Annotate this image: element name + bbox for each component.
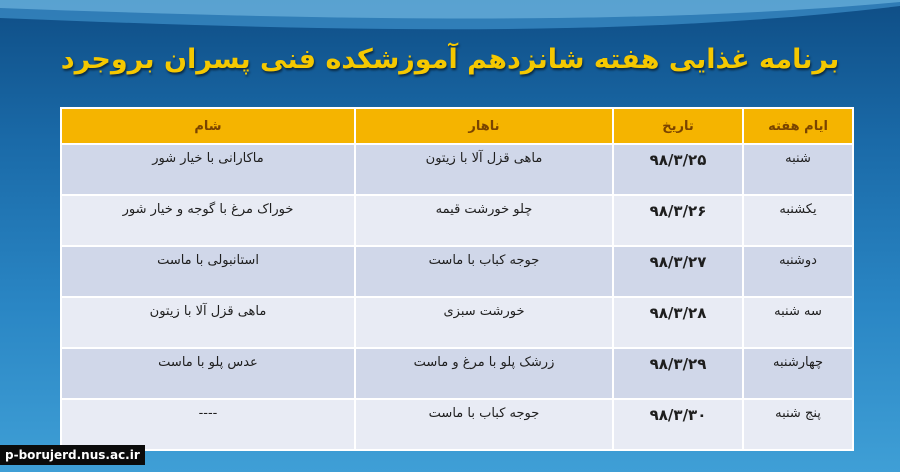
cell-weekday: سه شنبه [743, 297, 853, 348]
cell-dinner: ---- [61, 399, 355, 450]
weekly-menu-table [60, 107, 854, 451]
header-weekday: ایام هفته [743, 108, 853, 144]
cell-date: ۹۸/۳/۲۷ [613, 246, 743, 297]
header-date: تاریخ [613, 108, 743, 144]
table-row [61, 348, 853, 399]
cell-dinner: ماکارانی با خیار شور [61, 144, 355, 195]
cell-dinner: استانبولی با ماست [61, 246, 355, 297]
cell-date: ۹۸/۳/۲۵ [613, 144, 743, 195]
header-lunch: ناهار [355, 108, 613, 144]
header-dinner: شام [61, 108, 355, 144]
cell-lunch: زرشک پلو با مرغ و ماست [355, 348, 613, 399]
table-row [61, 144, 853, 195]
cell-lunch: چلو خورشت قیمه [355, 195, 613, 246]
cell-lunch: جوجه کباب با ماست [355, 399, 613, 450]
cell-weekday: یکشنبه [743, 195, 853, 246]
table-row [61, 399, 853, 450]
cell-weekday: شنبه [743, 144, 853, 195]
cell-date: ۹۸/۳/۳۰ [613, 399, 743, 450]
table-row [61, 246, 853, 297]
cell-date: ۹۸/۳/۲۶ [613, 195, 743, 246]
cell-date: ۹۸/۳/۲۸ [613, 297, 743, 348]
cell-dinner: خوراک مرغ با گوجه و خیار شور [61, 195, 355, 246]
cell-lunch: خورشت سبزی [355, 297, 613, 348]
table-row [61, 195, 853, 246]
cell-lunch: جوجه کباب با ماست [355, 246, 613, 297]
cell-date: ۹۸/۳/۲۹ [613, 348, 743, 399]
page-title: برنامه غذایی هفته شانزدهم آموزشکده فنی پسران بروجرد [60, 44, 840, 75]
footer-site-url: p-borujerd.nus.ac.ir [0, 445, 145, 465]
cell-dinner: ماهی قزل آلا با زیتون [61, 297, 355, 348]
cell-weekday: دوشنبه [743, 246, 853, 297]
table-header-row [61, 108, 853, 144]
cell-dinner: عدس پلو با ماست [61, 348, 355, 399]
cell-weekday: چهارشنبه [743, 348, 853, 399]
table-row [61, 297, 853, 348]
cell-lunch: ماهی قزل آلا با زیتون [355, 144, 613, 195]
cell-weekday: پنج شنبه [743, 399, 853, 450]
